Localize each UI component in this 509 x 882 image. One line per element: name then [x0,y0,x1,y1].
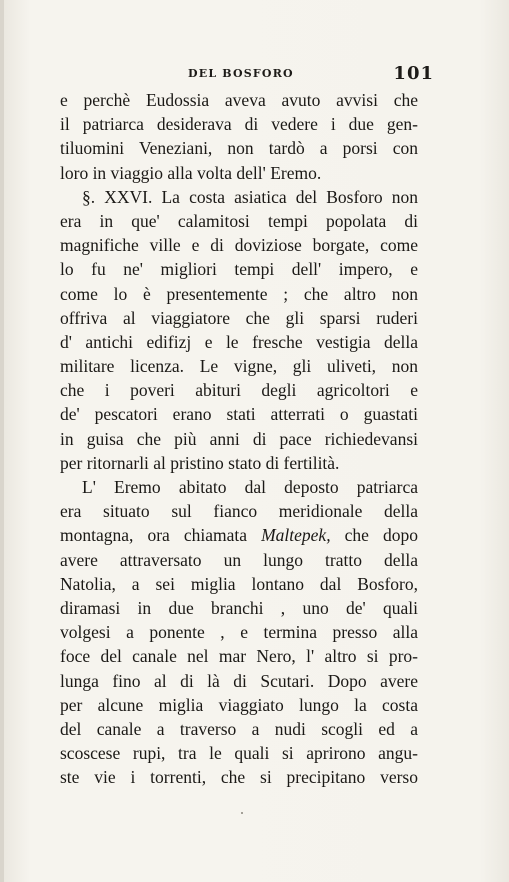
text-line: loro in viaggio alla volta dell' Eremo. [60,162,322,183]
text-line: foce del canale nel mar Nero, l' altro si pro- [60,646,418,667]
text-line: magnifiche ville e di doviziose borgate, come [60,235,418,256]
text-line: avere attraversato un lungo tratto della [60,549,418,570]
text-segment: che dopo [344,525,419,546]
text-line: per ritornarli al pristino stato di fertilità. [60,452,340,473]
paragraph-start-line: L' Eremo abitato dal deposto patriarca [82,477,418,497]
text-line: scoscese rupi, tra le quali si aprirono angu- [60,743,418,764]
text-line: in guisa che più anni di pace richiedevansi [60,428,418,449]
text-line: lunga fino al di là di Scutari. Dopo avere [60,670,418,691]
text-line: militare licenza. Le vigne, gli uliveti, non [60,356,418,377]
text-line: del canale a traverso a nudi scogli ed a [60,718,418,739]
text-line: il patriarca desiderava di vedere i due gen- [60,114,418,135]
page-header [60,63,436,88]
text-line: che i poveri abituri degli agricoltori e [60,380,418,401]
text-line: era in que' calamitosi tempi popolata di [60,210,418,231]
place-name-italic: Maltepek, [261,525,331,546]
page-gutter [0,0,4,882]
text-line: per alcune miglia viaggiato lungo la costa [60,694,418,715]
text-line: diramasi in due branchi , uno de' quali [60,597,418,618]
paragraph-start-line: §. XXVI. La costa asiatica del Bosforo non [82,186,418,207]
running-head: DEL BOSFORO [188,67,294,80]
body-text [60,88,418,789]
text-line: offriva al viaggiatore che gli sparsi ruderi [60,307,418,328]
paper-speck [241,812,243,814]
text-line: lo fu ne' migliori tempi dell' impero, e [60,259,418,280]
text-line: ste vie i torrenti, che si precipitano verso [60,767,418,788]
text-line: de' pescatori erano stati atterrati o guastati [60,404,418,425]
text-line [60,523,418,547]
text-line: d' antichi edifizj e le fresche vestigia della [60,331,418,352]
text-line: Natolia, a sei miglia lontano dal Bosforo, [60,573,418,594]
page-number: 101 [393,63,434,84]
text-line: tiluomini Veneziani, non tardò a porsi con [60,138,418,159]
text-segment: montagna, ora chiamata [60,525,248,546]
text-line: come lo è presentemente ; che altro non [60,283,418,304]
text-line: volgesi a ponente , e termina presso alla [60,622,418,643]
text-line: era situato sul fianco meridionale della [60,501,418,522]
text-line: e perchè Eudossia aveva avuto avvisi che [60,90,418,110]
